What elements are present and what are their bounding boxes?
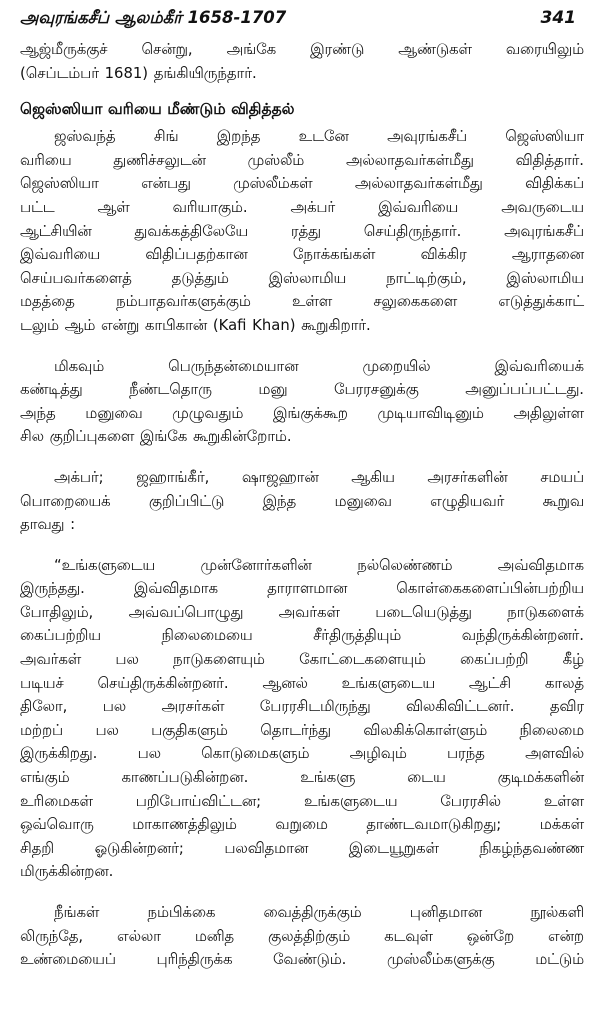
text-line: இருந்தது. இவ்விதமாக தாராளமான கொள்கைகளைப்பின்பற்றிய xyxy=(20,580,584,598)
text-line: மிருக்கின்றன. xyxy=(20,863,114,881)
text-line: ஜெஸ்ஸியா என்பது முஸ்லீம்கள் அல்லாதவர்கள்மீது விதிக்கப் xyxy=(20,175,584,193)
text-line: பட்ட ஆள் வரியாகும். அக்பர் இவ்வரியை அவருடைய xyxy=(20,198,584,216)
paragraph-2 xyxy=(20,355,584,449)
text-line: மதத்தை நம்பாதவர்களுக்கும் உள்ள சலுகைகளை எடுத்துக்காட் xyxy=(20,293,584,311)
text-line: “உங்களுடைய முன்னோர்களின் நல்லெண்ணம் அவ்விதமாக xyxy=(54,556,584,574)
running-title: அவுரங்கசீப் ஆலம்கீர் 1658-1707 xyxy=(20,8,287,27)
paragraph-3 xyxy=(20,466,584,537)
paragraph-1 xyxy=(20,125,584,337)
text-line: சிதறி ஓடுகின்றனர்; பலவிதமான இடையூறுகள் நிகழ்ந்தவண்ண xyxy=(20,839,584,857)
text-line: ஒவ்வொரு மாகாணத்திலும் வறுமை தாண்டவமாடுகிறது; மக்கள் xyxy=(20,816,584,834)
text-line: இவ்வரியை விதிப்பதற்கான நோக்கங்கள் விக்கிர ஆராதனை xyxy=(20,246,584,264)
text-line: கைப்பற்றிய நிலைமையை சீர்திருத்தியும் வந்திருக்கின்றனர். xyxy=(20,627,584,645)
text-line: திலோ, பல அரசர்கள் பேரரசிடமிருந்து விலகிவிட்டனர். தவிர xyxy=(20,698,584,716)
text-line: ஜஸ்வந்த் சிங் இறந்த உடனே அவுரங்கசீப் ஜெஸ்ஸியா xyxy=(54,128,584,146)
quoted-petition xyxy=(20,554,584,884)
text-line: சில குறிப்புகளை இங்கே கூறுகின்றோம். xyxy=(20,428,292,446)
intro-paragraph xyxy=(20,38,584,85)
text-line: ஆட்சியின் துவக்கத்திலேயே ரத்து செய்திருந்தார். அவுரங்கசீப் xyxy=(20,222,584,240)
text-line: கண்டித்து நீண்டதொரு மனு பேரரசனுக்கு அனுப்பப்பட்டது. xyxy=(20,381,584,399)
text-line: அவர்கள் பல நாடுகளையும் கோட்டைகளையும் கைப்பற்றி கீழ் xyxy=(20,651,584,669)
text-line: ஆஜ்மீருக்குச் சென்று, அங்கே இரண்டு ஆண்டுகள் வரையிலும் xyxy=(20,41,584,58)
text-line: டலும் ஆம் என்று காபிகான் (Kafi Khan) கூறுகிறார். xyxy=(20,316,371,334)
text-line: (செப்டம்பர் 1681) தங்கியிருந்தார். xyxy=(20,64,257,82)
text-line: உரிமைகள் பறிபோய்விட்டன; உங்களுடைய பேரரசில் உள்ள xyxy=(20,792,584,810)
text-line: போதிலும், அவ்வப்பொழுது அவர்கள் படையெடுத்து நாடுகளைக் xyxy=(20,603,584,621)
text-line: பொறையைக் குறிப்பிட்டு இந்த மனுவை எழுதியவர் கூறுவ xyxy=(20,492,584,510)
paragraph-5 xyxy=(20,901,584,972)
text-line: வரியை துணிச்சலுடன் முஸ்லீம் அல்லாதவர்கள்மீது விதித்தார். xyxy=(20,151,584,169)
text-line: செய்பவர்களைத் தடுத்தும் இஸ்லாமிய நாட்டிற்கும், இஸ்லாமிய xyxy=(20,269,584,287)
text-line: அக்பர்; ஜஹாங்கீர், ஷாஜஹான் ஆகிய அரசர்களின் சமயப் xyxy=(54,468,584,486)
text-line: இருக்கிறது. பல கொடுமைகளும் அழிவும் பரந்த அளவில் xyxy=(20,745,584,763)
text-line: மிகவும் பெருந்தன்மையான முறையில் இவ்வரியைக் xyxy=(54,357,584,375)
text-line: நீங்கள் நம்பிக்கை வைத்திருக்கும் புனிதமான நூல்களி xyxy=(54,904,584,921)
section-heading: ஜெஸ்ஸியா வரியை மீண்டும் விதித்தல் xyxy=(20,100,295,119)
text-line: தாவது : xyxy=(20,516,76,534)
text-line: அந்த மனுவை முழுவதும் இங்குக்கூற முடியாவிடினும் அதிலுள்ள xyxy=(20,404,584,422)
text-line: மற்றப் பல பகுதிகளும் தொடர்ந்து விலகிக்கொள்ளும் நிலைமை xyxy=(20,721,584,739)
page-number: 341 xyxy=(540,8,576,28)
text-line: உண்மையைப் புரிந்திருக்க வேண்டும். முஸ்லீம்களுக்கு மட்டும் xyxy=(20,951,584,969)
text-line: படியச் செய்திருக்கின்றனர். ஆனல் உங்களுடைய ஆட்சி காலத் xyxy=(20,674,584,692)
text-line: எங்கும் காணப்படுகின்றன. உங்களு டைய குடிமக்களின் xyxy=(20,769,584,787)
running-header xyxy=(20,8,584,38)
text-line: லிருந்தே, எல்லா மனித குலத்திற்கும் கடவுள் ஒன்றே என்ற xyxy=(20,927,584,945)
